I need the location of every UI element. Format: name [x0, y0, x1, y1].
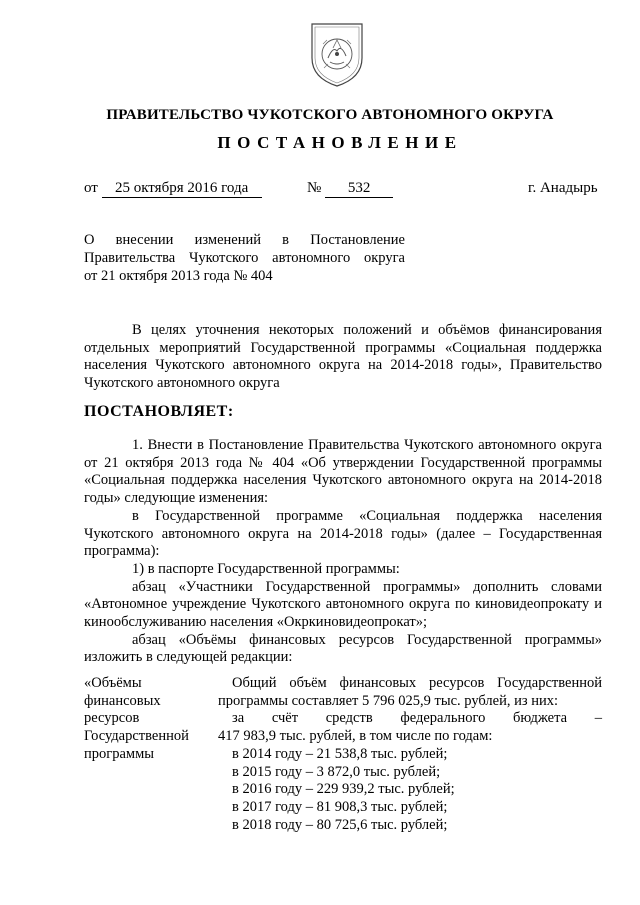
- year-funding: в 2014 году – 21 538,8 тыс. рублей;: [232, 745, 448, 762]
- paragraph: в Государственной программе «Социальная поддержка населения Чукотского автономного округа на 2014-2018 годы» (далее – Государственная программа):: [84, 507, 602, 560]
- table-label-column: [84, 675, 214, 764]
- document-type-title: ПОСТАНОВЛЕНИЕ: [217, 133, 463, 152]
- paragraph: абзац «Объёмы финансовых ресурсов Государственной программы» изложить в следующей редакции:: [84, 631, 602, 666]
- document-subject: [84, 231, 405, 285]
- year-funding: в 2016 году – 229 939,2 тыс. рублей;: [232, 781, 455, 798]
- paragraph: 1) в паспорте Государственной программы:: [132, 560, 400, 577]
- subject-line: Правительства Чукотского автономного округа: [84, 250, 405, 266]
- date-prefix: от: [84, 180, 98, 196]
- preamble-text: В целях уточнения некоторых положений и объёмов финансирования отдельных мероприятий Государственной программы «Социальная поддержка населения Чукотского автономного округа на 2014-2018 годы», Правительство Чукотского автономного округа: [84, 322, 602, 392]
- total-funding: Общий объём финансовых ресурсов Государственной программы составляет 5 796 025,9 тыс. рублей, из них:: [218, 675, 602, 709]
- table-label-line: Государственной: [84, 728, 189, 745]
- table-label-line: «Объёмы: [84, 675, 142, 691]
- year-funding: в 2018 году – 80 725,6 тыс. рублей;: [232, 816, 448, 833]
- paragraph: абзац «Участники Государственной программы» дополнить словами «Автономное учреждение Чукотского автономного округа по киновидеопрокату и кинообслуживанию населения «Окркиновидеопрокат»;: [84, 578, 602, 631]
- table-label-line: программы: [84, 745, 154, 762]
- date-line: [84, 178, 262, 198]
- number-prefix: №: [307, 180, 322, 196]
- number-line: [307, 178, 393, 198]
- document-number: 532: [325, 180, 393, 198]
- table-label-line: ресурсов: [84, 710, 140, 727]
- subject-line: О внесении изменений в Постановление: [84, 232, 405, 248]
- city: г. Анадырь: [528, 180, 598, 196]
- table-value-column: [218, 675, 602, 834]
- year-funding: в 2017 году – 81 908,3 тыс. рублей;: [232, 798, 448, 815]
- body-text: [84, 437, 602, 667]
- government-title: ПРАВИТЕЛЬСТВО ЧУКОТСКОГО АВТОНОМНОГО ОКРУГА: [106, 107, 554, 123]
- coat-of-arms-emblem: [306, 18, 368, 90]
- preamble: [84, 322, 602, 393]
- table-label-line: финансовых: [84, 692, 161, 709]
- year-funding: в 2015 году – 3 872,0 тыс. рублей;: [232, 763, 441, 780]
- federal-funding-line: за счёт средств федерального бюджета –: [232, 710, 602, 727]
- document-date: 25 октября 2016 года: [102, 180, 262, 198]
- federal-funding-amount: 417 983,9 тыс. рублей, в том числе по годам:: [218, 728, 493, 745]
- subject-line: от 21 октября 2013 года № 404: [84, 268, 273, 284]
- paragraph: 1. Внести в Постановление Правительства Чукотского автономного округа от 21 октября 2013 года № 404 «Об утверждении Государственной программы «Социальная поддержка населения Чукотского автономного округа на 2014-2018 годы» следующие изменения:: [84, 437, 602, 507]
- resolve-heading: ПОСТАНОВЛЯЕТ:: [84, 403, 234, 420]
